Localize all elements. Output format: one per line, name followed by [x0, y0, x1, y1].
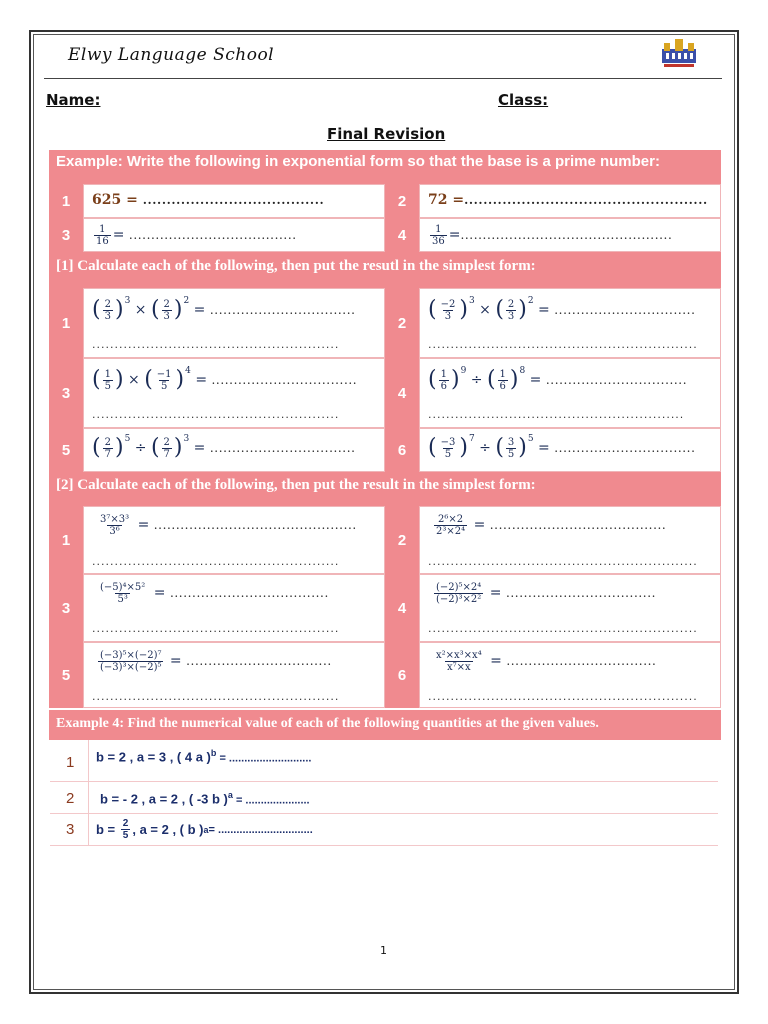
answer-dots: = .....................	[232, 794, 310, 807]
answer-line: .......................................................	[92, 338, 340, 351]
numerator: (−5)⁴×5²	[100, 581, 146, 593]
denominator: 3⁶	[109, 525, 120, 537]
expression-text: b = - 2 , a = 2 , ( -3 b )	[100, 791, 228, 807]
denominator: 6	[440, 380, 447, 392]
expression: $\frac{\text{2⁶×2}}{\text{2³×2⁴}}$ = ........................................	[436, 513, 667, 537]
operator: ÷	[470, 372, 483, 388]
exponent: 4	[185, 366, 191, 376]
answer-line: .......................................................	[92, 622, 340, 635]
header-divider	[44, 78, 722, 79]
numerator: 2	[163, 436, 170, 448]
fraction	[430, 224, 447, 247]
answer-line: .......................................................	[92, 408, 340, 421]
item-number: 4	[385, 358, 419, 428]
operator: ×	[479, 302, 491, 318]
numerator: (−3)⁵×(−2)⁷	[100, 649, 162, 661]
answer-dots: ........................................	[489, 518, 667, 532]
numerator: −1	[156, 368, 172, 380]
expression	[96, 748, 311, 764]
expression: $\frac{\text{(−2)⁵×2⁴}}{\text{(−2)³×2²}}$ = ..................................	[436, 581, 657, 605]
exponent: a	[227, 790, 233, 800]
section-b-heading: [1] Calculate each of the following, then put the resutl in the simplest form:	[49, 252, 721, 288]
item-number: 6	[385, 642, 419, 708]
item-number: 1	[49, 288, 83, 358]
answer-dots: ......................................	[142, 193, 325, 207]
numerator: 3⁷×3³	[100, 513, 130, 525]
answer-line: .......................................................	[92, 690, 340, 703]
numerator: 2	[507, 298, 515, 310]
item-number: 1	[49, 184, 83, 218]
operator: ×	[128, 372, 140, 388]
operator: ÷	[134, 440, 147, 456]
equals-sign: =	[112, 227, 125, 243]
numerator: (−2)⁵×2⁴	[436, 581, 482, 593]
denominator: 16	[96, 235, 109, 247]
denominator: 3	[444, 310, 452, 322]
exponent: 5	[527, 434, 534, 444]
numerator: −2	[440, 298, 456, 310]
fraction	[94, 224, 111, 247]
item-number: 1	[66, 754, 75, 771]
name-label: Name:	[46, 91, 101, 109]
denominator: 3	[163, 310, 170, 322]
expression: ( $\frac{1}{5}$ ) × ( $\frac{-1}{5}$ ) 4 = .................................	[92, 366, 358, 392]
numerator: 3	[507, 436, 515, 448]
item-number: 4	[385, 218, 419, 252]
denominator: x⁷×x	[447, 661, 471, 673]
exponent: a	[203, 824, 209, 835]
answer-dots: ......................................	[128, 228, 297, 242]
expression	[96, 818, 313, 841]
expression	[428, 190, 708, 210]
answer-dots: .................................	[209, 441, 356, 455]
numerator: 1	[435, 223, 442, 235]
expression	[100, 790, 310, 806]
exponent: b	[210, 748, 217, 758]
expression: $\frac{\text{(−3)⁵×(−2)⁷}}{\text{(−3)³×(−2)⁵}}$ = .................................	[100, 649, 332, 673]
expression: $\frac{\text{(−5)⁴×5²}}{\text{5³}}$ = ....................................	[100, 581, 329, 605]
expression	[92, 222, 297, 248]
denominator: 7	[104, 448, 111, 460]
item-number: 1	[49, 506, 83, 574]
section-d-heading: Example 4: Find the numerical value of each of the following quantities at the given values.	[49, 710, 721, 740]
denominator: 5	[444, 448, 452, 460]
answer-dots: ................................	[545, 373, 688, 387]
expression	[92, 190, 324, 210]
expression: ( $\frac{-3}{5}$ ) 7 ÷ ( $\frac{3}{5}$ ) 5 = ................................	[428, 434, 696, 460]
expression: ( $\frac{1}{6}$ ) 9 ÷ ( $\frac{1}{6}$ ) 8 = ................................	[428, 366, 688, 392]
denominator: 2³×2⁴	[436, 525, 466, 537]
exponent: 9	[460, 366, 467, 376]
answer-line: ............................................................	[428, 338, 698, 351]
denominator: 7	[163, 448, 170, 460]
item-number: 3	[49, 218, 83, 252]
numerator: 1	[440, 368, 447, 380]
numerator: x²×x³×x⁴	[436, 649, 482, 661]
expression	[428, 222, 672, 248]
answer-dots: ................................................	[460, 228, 673, 242]
answer-dots: ..................................	[506, 654, 657, 668]
item-number: 2	[385, 184, 419, 218]
expression: ( $\frac{2}{7}$ ) 5 ÷ ( $\frac{2}{7}$ ) 3 = .................................	[92, 434, 356, 460]
operator: ÷	[479, 440, 491, 456]
answer-dots: .................................	[209, 303, 356, 317]
expression-text: b = 2 , a = 3 , ( 4 a )	[96, 749, 211, 765]
answer-dots: ....................................	[169, 586, 329, 600]
denominator: 36	[432, 235, 445, 247]
numerator: −3	[440, 436, 456, 448]
answer-line: ............................................................	[428, 622, 698, 635]
expression: $\frac{\text{x²×x³×x⁴}}{\text{x⁷×x}}$ = ..................................	[436, 649, 657, 673]
numerator: 2⁶×2	[438, 513, 464, 525]
answer-line: ............................................................	[428, 555, 698, 568]
page-title: Final Revision	[327, 125, 446, 143]
expression-text: , a = 2 , ( b )	[132, 822, 204, 837]
answer-line: .........................................................	[428, 408, 685, 421]
item-number: 5	[49, 642, 83, 708]
answer-dots: ................................	[554, 441, 696, 455]
numerator: 2	[122, 818, 129, 829]
denominator: 5	[160, 380, 168, 392]
exponent: 7	[468, 434, 475, 444]
expression-text: 625 =	[92, 192, 138, 208]
answer-dots: .................................	[211, 373, 358, 387]
answer-dots: ..............................................	[153, 518, 357, 532]
item-number: 5	[49, 428, 83, 472]
answer-dots: ...................................................	[464, 193, 708, 207]
denominator: 5	[507, 448, 515, 460]
denominator: 5	[122, 830, 129, 841]
item-number: 2	[66, 790, 75, 807]
exponent: 3	[468, 296, 475, 306]
equals-sign: =	[448, 227, 461, 243]
exponent: 2	[527, 296, 534, 306]
exponent: 3	[183, 434, 190, 444]
numerator: 1	[499, 368, 506, 380]
item-number: 6	[385, 428, 419, 472]
school-logo	[660, 37, 698, 71]
page-number: 1	[380, 944, 387, 957]
item-number: 4	[385, 574, 419, 642]
exponent: 8	[519, 366, 526, 376]
class-label: Class:	[498, 91, 549, 109]
section-c-heading: [2] Calculate each of the following, then put the result in the simplest form:	[49, 472, 721, 506]
denominator: 3	[507, 310, 515, 322]
answer-dots: ..................................	[505, 586, 657, 600]
answer-dots: = ...........................	[216, 752, 312, 765]
answer-line: ............................................................	[428, 690, 698, 703]
exponent: 3	[124, 296, 131, 306]
denominator: 5	[104, 380, 111, 392]
expression-text: 72 =	[428, 192, 465, 208]
answer-dots: = ...............................	[208, 823, 313, 836]
numerator: 2	[163, 298, 170, 310]
operator: ×	[134, 302, 147, 318]
answer-dots: .................................	[186, 654, 332, 668]
item-number: 2	[385, 288, 419, 358]
denominator: 3	[104, 310, 111, 322]
denominator: (−3)³×(−2)⁵	[100, 661, 162, 673]
item-number: 3	[49, 358, 83, 428]
item-number: 2	[385, 506, 419, 574]
expression: ( $\frac{2}{3}$ ) 3 × ( $\frac{2}{3}$ ) 2 = .................................	[92, 296, 356, 322]
denominator: 6	[499, 380, 506, 392]
expression: $\frac{\text{3⁷×3³}}{\text{3⁶}}$ = ..............................................	[100, 513, 357, 537]
denominator: (−2)³×2²	[436, 593, 482, 605]
numerator: 2	[104, 436, 111, 448]
section-a-heading: Example: Write the following in exponential form so that the base is a prime number:	[49, 150, 721, 184]
answer-dots: ................................	[554, 303, 696, 317]
denominator: 5³	[117, 593, 128, 605]
item-number: 3	[66, 821, 75, 838]
exponent: 2	[183, 296, 190, 306]
numerator: 1	[99, 223, 106, 235]
numerator: 1	[104, 368, 111, 380]
item-number: 3	[49, 574, 83, 642]
numerator: 2	[104, 298, 111, 310]
school-name: Elwy Language School	[68, 45, 275, 65]
exponent: 5	[124, 434, 131, 444]
answer-line: .......................................................	[92, 555, 340, 568]
expression-text: b =	[96, 822, 116, 837]
expression: ( $\frac{-2}{3}$ ) 3 × ( $\frac{2}{3}$ ) 2 = ................................	[428, 296, 696, 322]
